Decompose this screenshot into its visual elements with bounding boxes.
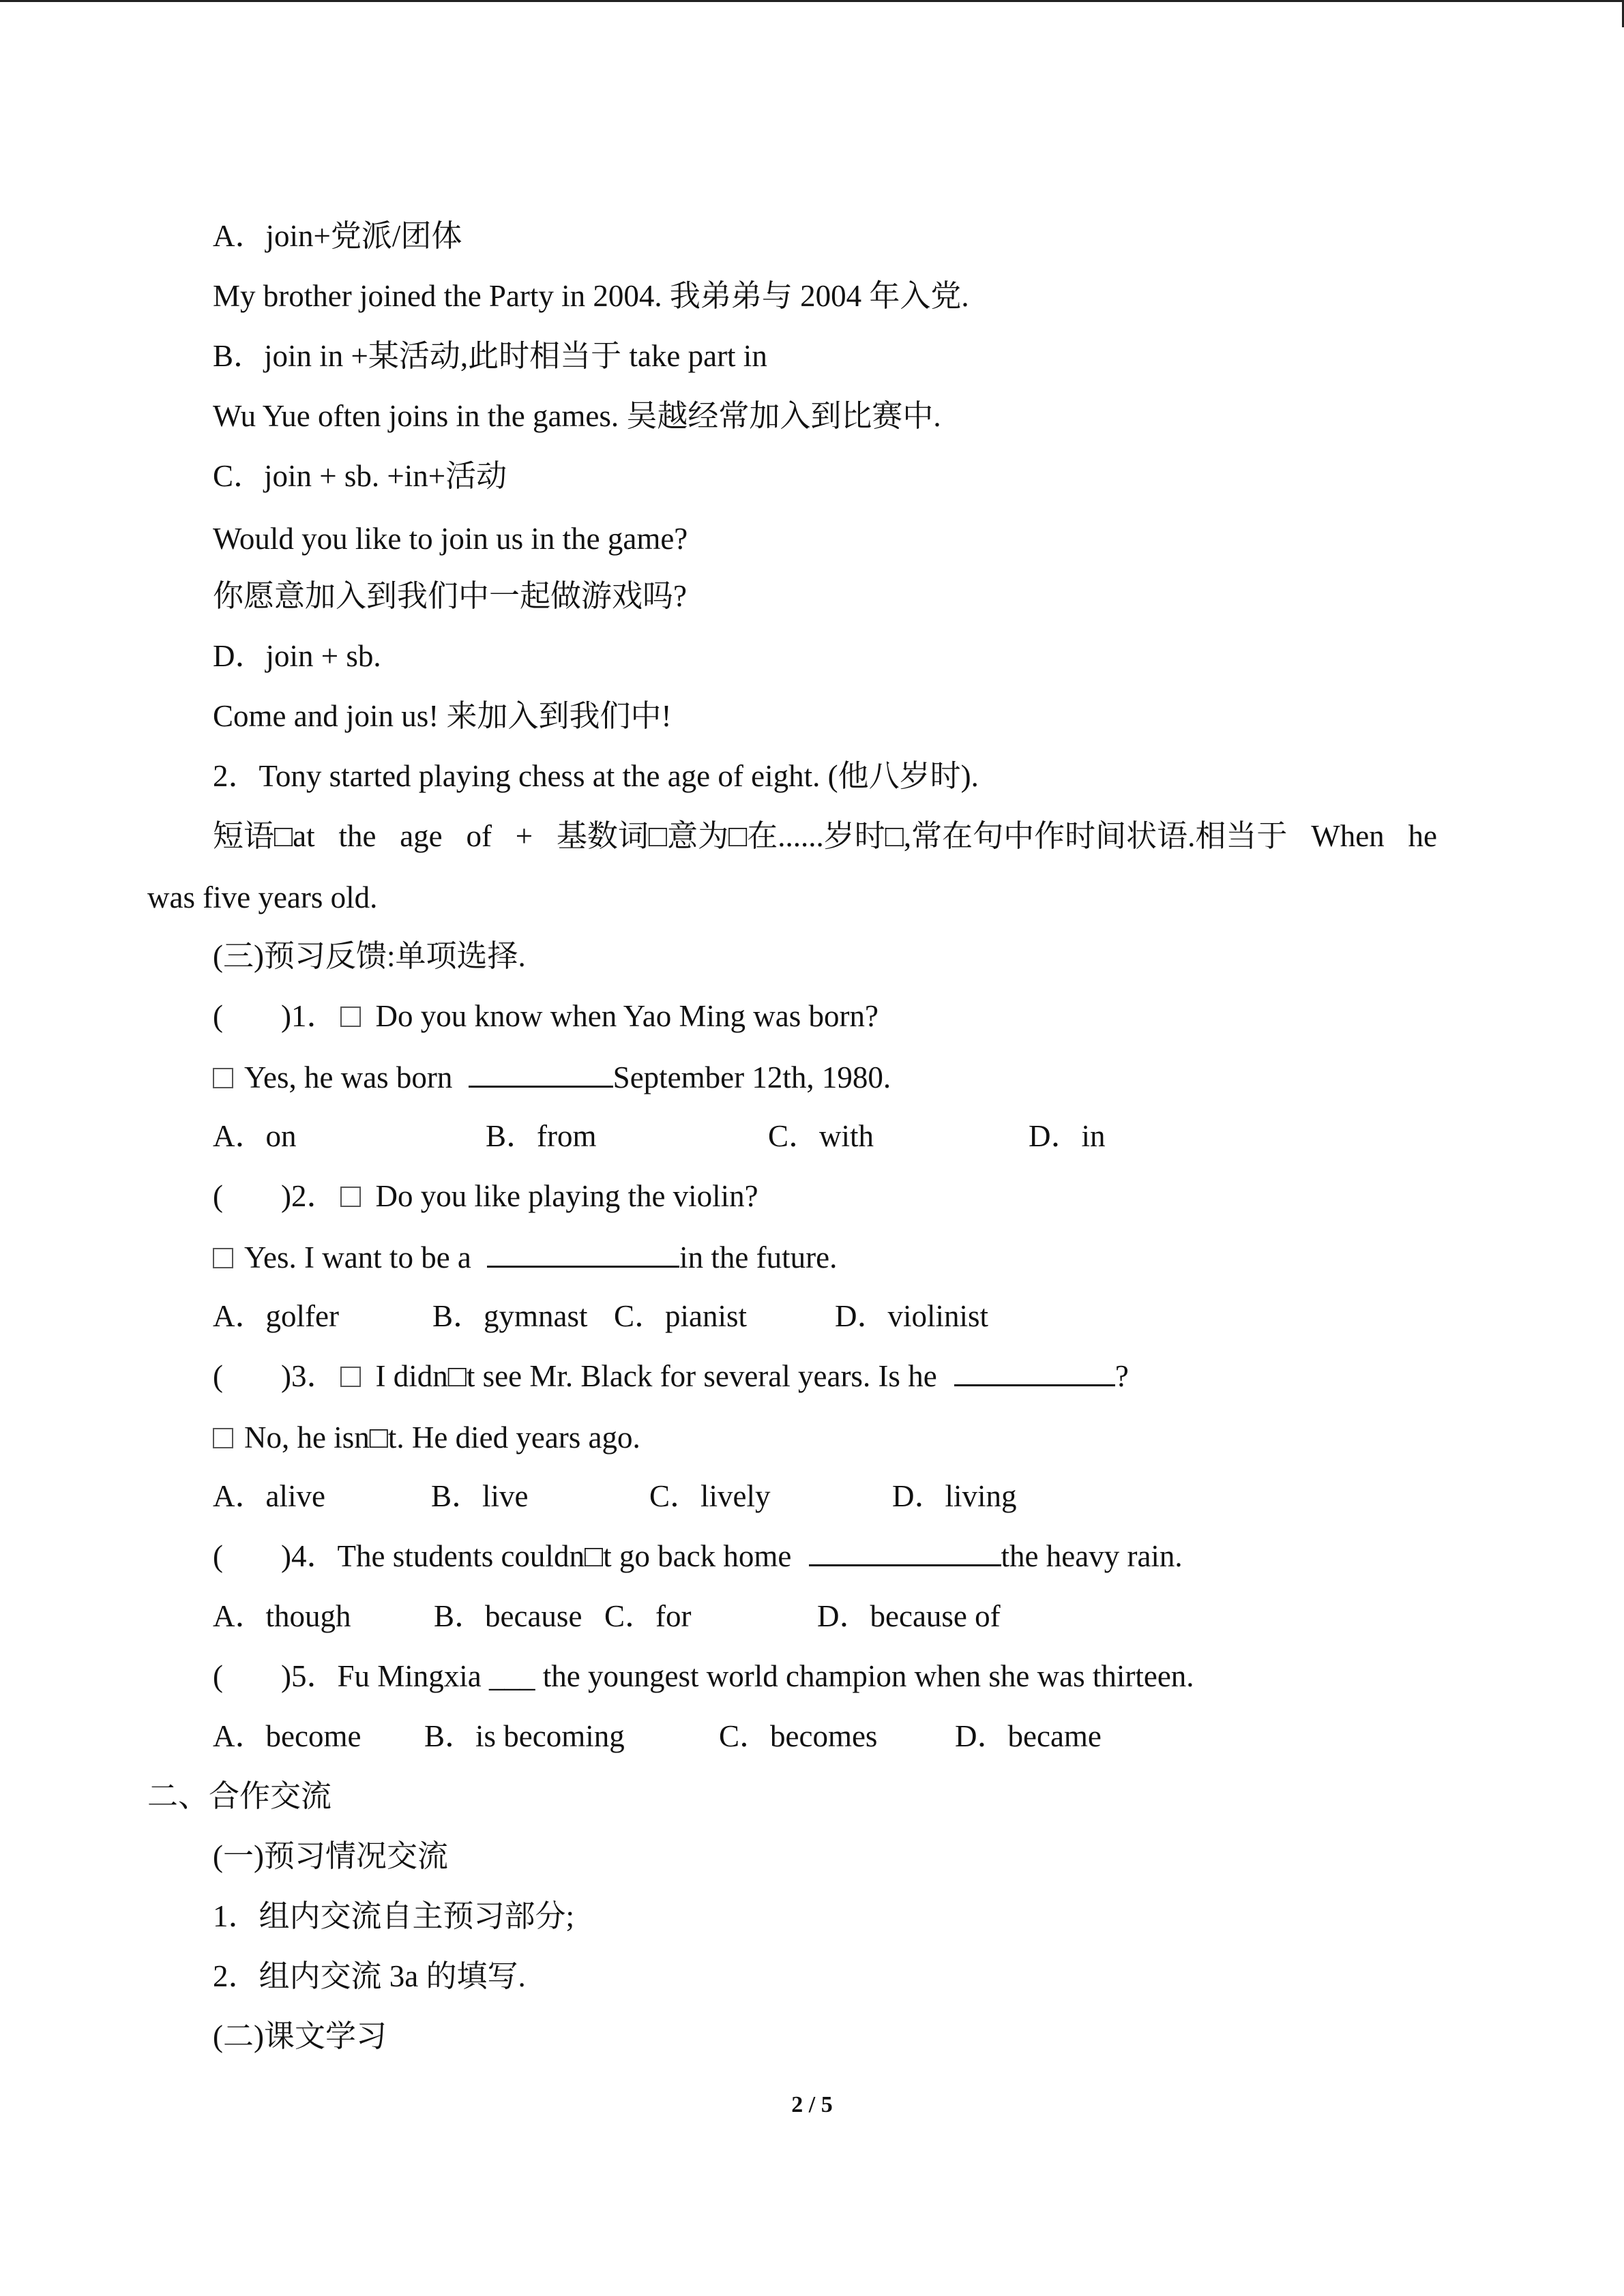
- question-text: Do you know when Yao Ming was born?: [375, 999, 879, 1033]
- question-1: [213, 997, 879, 1035]
- question-text: Do you like playing the violin?: [375, 1179, 758, 1213]
- text-line: 你愿意加入到我们中一起做游戏吗?: [213, 579, 687, 613]
- option: B．is becoming: [424, 1719, 625, 1753]
- answer-text: Yes, he was born: [244, 1060, 453, 1094]
- option: C．becomes: [719, 1719, 878, 1753]
- text-line: was five years old.: [147, 880, 378, 914]
- word: +: [515, 819, 533, 853]
- dialogue-marker-icon: [213, 1428, 233, 1448]
- question-text: the heavy rain.: [1001, 1539, 1183, 1573]
- question-number: )1．: [281, 999, 338, 1033]
- dialogue-marker-icon: [213, 1068, 233, 1088]
- question-2-answer: [213, 1238, 837, 1277]
- dialogue-marker-icon: [340, 1187, 361, 1207]
- blank-line: [954, 1358, 1115, 1386]
- option: A．though: [213, 1599, 351, 1633]
- question-text: I didn□t see Mr. Black for several years. Is he: [375, 1359, 937, 1393]
- option: A．on: [213, 1119, 297, 1153]
- section-subheading: (三)预习反馈:单项选择.: [213, 939, 526, 973]
- dialogue-marker-icon: [213, 1248, 233, 1268]
- blank-line: [487, 1240, 679, 1268]
- question-number: )4．: [281, 1539, 338, 1573]
- option: D．became: [955, 1719, 1102, 1753]
- text-line: C．join + sb. +in+活动: [213, 459, 507, 493]
- section-heading: 二、合作交流: [147, 1779, 332, 1813]
- justified-line: [213, 817, 1437, 855]
- question-5: [213, 1657, 1194, 1695]
- option: D．in: [1029, 1119, 1106, 1153]
- question-number: )2．: [281, 1179, 338, 1213]
- answer-bracket: (: [213, 1539, 223, 1573]
- word: age: [400, 819, 443, 853]
- option: D．because of: [817, 1599, 1001, 1633]
- option: B．because: [434, 1599, 582, 1633]
- word: he: [1408, 819, 1437, 853]
- question-4: [213, 1537, 1183, 1575]
- word: the: [338, 819, 377, 853]
- question-text: The students couldn□t go back home: [337, 1539, 792, 1573]
- question-1-answer: [213, 1058, 891, 1097]
- section-subheading: (二)课文学习: [213, 2019, 387, 2053]
- word: When: [1311, 819, 1385, 853]
- option: A．alive: [213, 1479, 325, 1513]
- text-line: Come and join us! 来加入到我们中!: [213, 699, 672, 733]
- question-3: [213, 1357, 1129, 1395]
- text-line: D．join + sb.: [213, 639, 381, 673]
- question-number: )5．: [281, 1659, 338, 1693]
- answer-bracket: (: [213, 1359, 223, 1393]
- text-line: 2．组内交流 3a 的填写.: [213, 1959, 526, 1993]
- answer-bracket: (: [213, 999, 223, 1033]
- option: D．living: [892, 1479, 1017, 1513]
- top-border: [0, 0, 1624, 2]
- text-line: My brother joined the Party in 2004. 我弟弟与 2004 年入党.: [213, 279, 969, 313]
- question-number: )3．: [281, 1359, 338, 1393]
- answer-text: No, he isn□t. He died years ago.: [244, 1420, 640, 1455]
- word: 基数词□意为□在......岁时□,常在句中作时间状语.相当于: [556, 819, 1288, 853]
- option: B．gymnast: [432, 1299, 588, 1333]
- dialogue-marker-icon: [340, 1367, 361, 1387]
- question-text: Fu Mingxia ___ the youngest world champion when she was thirteen.: [337, 1659, 1194, 1693]
- answer-text: in the future.: [679, 1240, 838, 1274]
- option: D．violinist: [835, 1299, 989, 1333]
- question-2: [213, 1177, 758, 1215]
- option: B．live: [431, 1479, 529, 1513]
- dialogue-marker-icon: [340, 1007, 361, 1027]
- option: A．golfer: [213, 1299, 339, 1333]
- text-line: Wu Yue often joins in the games. 吴越经常加入到比赛中.: [213, 399, 941, 433]
- option: C．with: [768, 1119, 874, 1153]
- answer-text: September 12th, 1980.: [612, 1060, 891, 1094]
- blank-line: [809, 1538, 1001, 1566]
- section-subheading: (一)预习情况交流: [213, 1839, 448, 1873]
- text-line: 2．Tony started playing chess at the age of eight. (他八岁时).: [213, 759, 979, 793]
- blank-line: [469, 1060, 613, 1088]
- option: C．for: [604, 1599, 692, 1633]
- word: of: [466, 819, 492, 853]
- word: 短语□at: [213, 819, 315, 853]
- option: B．from: [486, 1119, 597, 1153]
- text-line: A．join+党派/团体: [213, 219, 462, 253]
- text-line: 1．组内交流自主预习部分;: [213, 1899, 575, 1933]
- option: C．pianist: [614, 1299, 748, 1333]
- text-line: B．join in +某活动,此时相当于 take part in: [213, 339, 767, 373]
- option: A．become: [213, 1719, 361, 1753]
- answer-bracket: (: [213, 1659, 223, 1693]
- question-text: ?: [1114, 1359, 1129, 1393]
- text-line: Would you like to join us in the game?: [213, 522, 688, 556]
- page-number: 2 / 5: [791, 2092, 833, 2117]
- answer-bracket: (: [213, 1179, 223, 1213]
- question-3-answer: [213, 1418, 640, 1457]
- option: C．lively: [649, 1479, 771, 1513]
- answer-text: Yes. I want to be a: [244, 1240, 471, 1274]
